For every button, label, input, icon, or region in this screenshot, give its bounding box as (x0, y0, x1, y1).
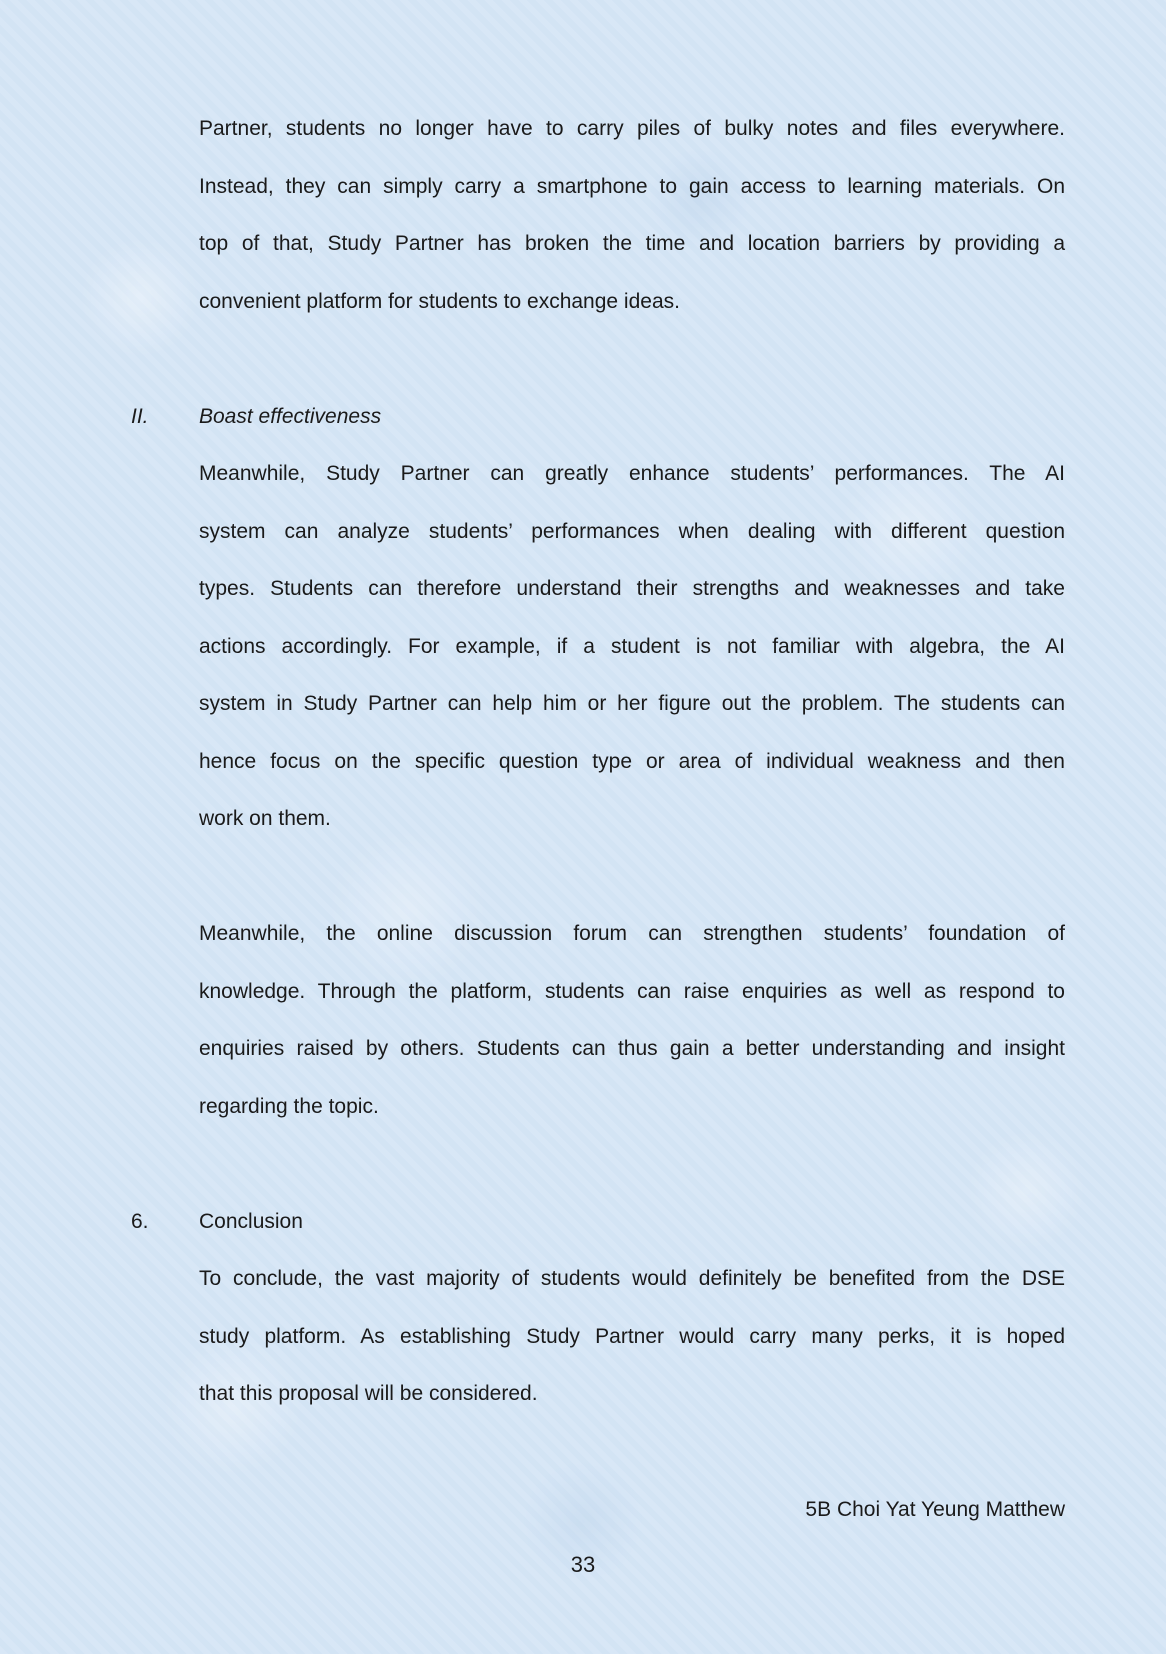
paragraph-line: regarding the topic. (199, 1095, 379, 1118)
paragraph-line: Meanwhile, the online discussion forum can strengthen students’ foundation of (199, 922, 1065, 945)
paragraph-line: hence focus on the specific question type or area of individual weakness and then (199, 750, 1065, 773)
paragraph-line: To conclude, the vast majority of students would definitely be benefited from the DSE (199, 1267, 1065, 1290)
paragraph-line: that this proposal will be considered. (199, 1382, 538, 1405)
section-marker: II. (131, 405, 149, 428)
paragraph-line: Instead, they can simply carry a smartphone to gain access to learning materials. On (199, 175, 1065, 198)
section-heading: Boast effectiveness (199, 405, 382, 428)
paragraph-line: convenient platform for students to exchange ideas. (199, 290, 680, 313)
paragraph-line: system in Study Partner can help him or her figure out the problem. The students can (199, 692, 1065, 715)
paragraph-line: enquiries raised by others. Students can thus gain a better understanding and insight (199, 1037, 1065, 1060)
paragraph-line: system can analyze students’ performances when dealing with different question (199, 520, 1065, 543)
author-signature: 5B Choi Yat Yeung Matthew (805, 1498, 1065, 1521)
paragraph-line: Partner, students no longer have to carry piles of bulky notes and files everywhere. (199, 117, 1065, 140)
section-marker: 6. (131, 1210, 149, 1233)
paragraph-line: work on them. (199, 807, 331, 830)
page-number: 33 (570, 1552, 596, 1577)
paragraph-line: types. Students can therefore understand their strengths and weaknesses and take (199, 577, 1065, 600)
paragraph-line: actions accordingly. For example, if a student is not familiar with algebra, the AI (199, 635, 1065, 658)
paragraph-line: top of that, Study Partner has broken the time and location barriers by providing a (199, 232, 1065, 255)
paragraph-line: knowledge. Through the platform, students can raise enquiries as well as respond to (199, 980, 1065, 1003)
paragraph-line: study platform. As establishing Study Partner would carry many perks, it is hoped (199, 1325, 1065, 1348)
section-heading: Conclusion (199, 1210, 303, 1233)
paragraph-line: Meanwhile, Study Partner can greatly enhance students’ performances. The AI (199, 462, 1065, 485)
